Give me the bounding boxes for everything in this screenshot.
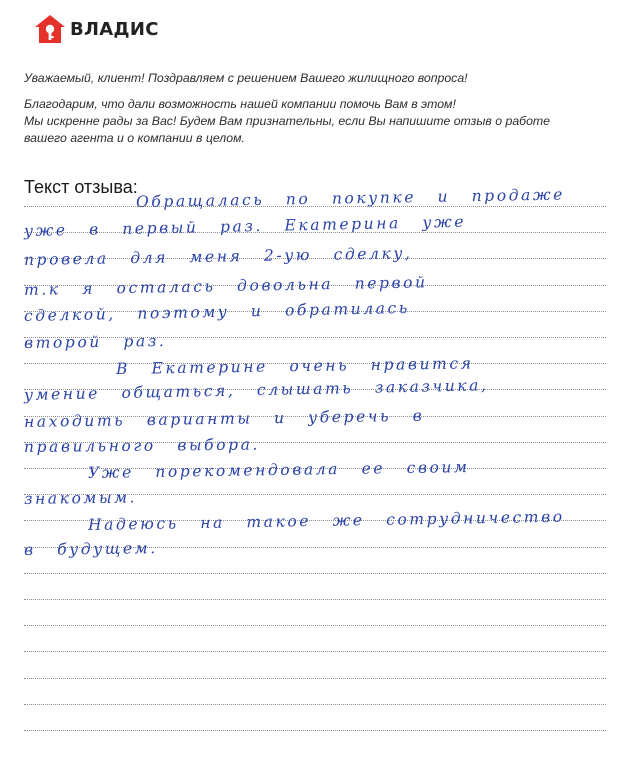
review-line: Обращалась по покупке и продаже — [135, 185, 566, 211]
review-line: второй раз. — [23, 332, 167, 352]
review-line: Уже порекомендовала ее своим — [87, 458, 470, 482]
review-line: сделкой, поэтому и обратилась — [23, 298, 411, 325]
house-key-icon — [34, 14, 66, 44]
writing-line — [24, 599, 606, 600]
writing-line — [24, 625, 606, 626]
review-line: умение общаться, слышать заказчика, — [23, 376, 489, 404]
review-line: уже в первый раз. Екатерина уже — [23, 212, 467, 240]
greeting-text: Уважаемый, клиент! Поздравляем с решением Вашего жилищного вопроса! — [24, 71, 468, 85]
writing-line — [24, 651, 606, 652]
writing-line — [24, 704, 606, 705]
writing-line — [24, 573, 606, 574]
review-line: Надеюсь на такое же сотрудничество — [87, 507, 565, 534]
writing-line — [24, 678, 606, 679]
writing-line — [24, 730, 606, 731]
brand-name: ВЛАДИС — [70, 18, 159, 40]
review-line: правильного выбора. — [23, 435, 261, 456]
thanks-line-3: вашего агента и о компании в целом. — [24, 131, 245, 145]
greeting-block — [24, 70, 604, 87]
thanks-block — [24, 96, 604, 147]
review-line: В Екатерине очень нравится — [115, 354, 474, 378]
review-line: т.к я осталась довольна первой — [23, 273, 428, 299]
brand-logo[interactable] — [34, 14, 159, 44]
review-heading: Текст отзыва: — [24, 177, 138, 197]
review-line: знакомым. — [23, 488, 138, 508]
review-line: находить варианты и уберечь в — [23, 406, 425, 431]
thanks-line-1: Благодарим, что дали возможность нашей компании помочь Вам в этом! — [24, 97, 456, 111]
thanks-line-2: Мы искренне рады за Вас! Будем Вам признательны, если Вы напишите отзыв о работе — [24, 114, 551, 128]
review-line: провела для меня 2-ую сделку, — [23, 244, 413, 269]
review-line: в будущем. — [23, 539, 158, 559]
